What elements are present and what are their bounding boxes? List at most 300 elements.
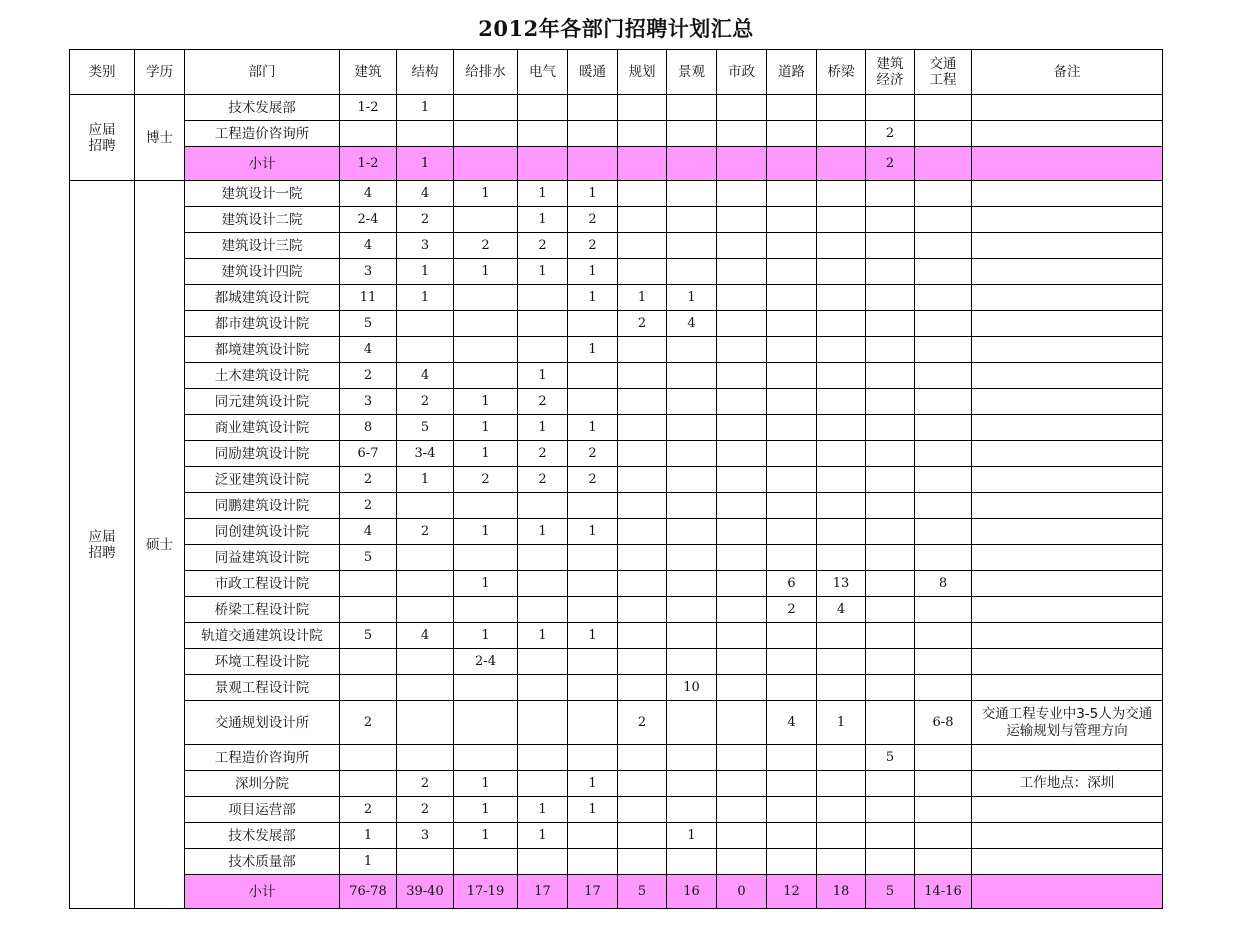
value-cell: 1	[568, 771, 618, 797]
value-cell: 1	[454, 389, 518, 415]
value-cell: 1	[397, 285, 454, 311]
header-major: 桥梁	[817, 50, 866, 95]
value-cell: 1	[454, 823, 518, 849]
value-cell	[667, 745, 717, 771]
value-cell	[767, 337, 817, 363]
table-row	[70, 519, 1163, 545]
subtotal-value-cell	[767, 147, 817, 181]
value-cell: 1	[397, 467, 454, 493]
value-cell	[767, 233, 817, 259]
category-cell: 应届招聘	[70, 181, 135, 909]
subtotal-value-cell: 1-2	[340, 147, 397, 181]
value-cell: 8	[915, 571, 972, 597]
value-cell: 1	[518, 259, 568, 285]
value-cell: 1	[817, 701, 866, 745]
value-cell	[568, 311, 618, 337]
value-cell	[915, 623, 972, 649]
value-cell	[454, 311, 518, 337]
value-cell	[717, 285, 767, 311]
department-cell: 环境工程设计院	[185, 649, 340, 675]
value-cell	[866, 545, 915, 571]
value-cell: 1	[454, 259, 518, 285]
department-cell: 同元建筑设计院	[185, 389, 340, 415]
value-cell	[518, 121, 568, 147]
note-cell	[972, 571, 1163, 597]
value-cell	[915, 181, 972, 207]
value-cell: 2	[340, 701, 397, 745]
value-cell	[717, 745, 767, 771]
value-cell	[717, 623, 767, 649]
value-cell: 2	[340, 493, 397, 519]
note-cell: 交通工程专业中3-5人为交通运输规划与管理方向	[972, 701, 1163, 745]
table-row	[70, 233, 1163, 259]
value-cell	[817, 823, 866, 849]
value-cell: 1	[454, 623, 518, 649]
note-cell	[972, 441, 1163, 467]
note-cell	[972, 285, 1163, 311]
value-cell: 2	[518, 441, 568, 467]
value-cell: 1	[568, 285, 618, 311]
value-cell	[717, 467, 767, 493]
value-cell	[397, 121, 454, 147]
value-cell	[915, 259, 972, 285]
table-row	[70, 649, 1163, 675]
value-cell	[915, 467, 972, 493]
value-cell	[568, 701, 618, 745]
department-cell: 桥梁工程设计院	[185, 597, 340, 623]
value-cell	[397, 545, 454, 571]
value-cell	[568, 389, 618, 415]
value-cell	[454, 95, 518, 121]
value-cell: 1	[568, 797, 618, 823]
subtotal-row	[70, 875, 1163, 909]
value-cell	[915, 797, 972, 823]
value-cell: 1	[568, 623, 618, 649]
table-row	[70, 675, 1163, 701]
header-major: 给排水	[454, 50, 518, 95]
value-cell: 2	[618, 311, 667, 337]
value-cell: 1	[518, 623, 568, 649]
note-cell	[972, 363, 1163, 389]
value-cell: 4	[767, 701, 817, 745]
value-cell	[915, 649, 972, 675]
value-cell	[817, 415, 866, 441]
subtotal-value-cell: 76-78	[340, 875, 397, 909]
value-cell	[767, 311, 817, 337]
value-cell	[667, 259, 717, 285]
table-row	[70, 701, 1163, 745]
category-cell: 应届招聘	[70, 95, 135, 181]
value-cell	[717, 771, 767, 797]
value-cell	[717, 363, 767, 389]
value-cell	[817, 121, 866, 147]
value-cell	[817, 493, 866, 519]
value-cell	[618, 623, 667, 649]
header-major: 市政	[717, 50, 767, 95]
value-cell	[454, 675, 518, 701]
value-cell	[397, 597, 454, 623]
note-cell	[972, 121, 1163, 147]
header-major: 暖通	[568, 50, 618, 95]
value-cell	[866, 259, 915, 285]
value-cell	[568, 121, 618, 147]
value-cell: 10	[667, 675, 717, 701]
value-cell	[618, 597, 667, 623]
value-cell	[866, 597, 915, 623]
value-cell	[767, 121, 817, 147]
value-cell: 2	[568, 233, 618, 259]
table-row	[70, 415, 1163, 441]
value-cell	[817, 675, 866, 701]
recruitment-table	[69, 49, 1163, 909]
value-cell	[915, 745, 972, 771]
note-cell	[972, 649, 1163, 675]
value-cell	[817, 337, 866, 363]
value-cell: 1	[568, 519, 618, 545]
value-cell	[568, 675, 618, 701]
table-row	[70, 493, 1163, 519]
value-cell: 1	[667, 823, 717, 849]
value-cell	[817, 467, 866, 493]
table-row	[70, 745, 1163, 771]
value-cell	[817, 311, 866, 337]
note-cell	[972, 597, 1163, 623]
value-cell	[667, 493, 717, 519]
note-cell	[972, 745, 1163, 771]
value-cell	[767, 745, 817, 771]
value-cell	[667, 233, 717, 259]
header-major: 景观	[667, 50, 717, 95]
value-cell	[667, 771, 717, 797]
subtotal-value-cell	[817, 147, 866, 181]
value-cell	[454, 849, 518, 875]
value-cell: 2	[397, 207, 454, 233]
subtotal-value-cell: 18	[817, 875, 866, 909]
value-cell	[866, 849, 915, 875]
value-cell	[866, 701, 915, 745]
value-cell	[915, 849, 972, 875]
header-note: 备注	[972, 50, 1163, 95]
value-cell: 11	[340, 285, 397, 311]
value-cell	[397, 649, 454, 675]
value-cell	[767, 545, 817, 571]
value-cell: 5	[866, 745, 915, 771]
value-cell	[667, 181, 717, 207]
value-cell	[397, 849, 454, 875]
value-cell	[717, 441, 767, 467]
subtotal-value-cell	[915, 147, 972, 181]
value-cell	[667, 701, 717, 745]
value-cell: 2	[866, 121, 915, 147]
value-cell: 2-4	[454, 649, 518, 675]
value-cell	[568, 571, 618, 597]
value-cell	[667, 545, 717, 571]
value-cell: 3-4	[397, 441, 454, 467]
value-cell	[518, 571, 568, 597]
value-cell: 2	[518, 233, 568, 259]
value-cell	[454, 545, 518, 571]
department-cell: 都市建筑设计院	[185, 311, 340, 337]
value-cell	[518, 649, 568, 675]
subtotal-note-cell	[972, 147, 1163, 181]
value-cell	[915, 415, 972, 441]
note-cell	[972, 337, 1163, 363]
value-cell	[817, 389, 866, 415]
value-cell	[866, 823, 915, 849]
header-education: 学历	[135, 50, 185, 95]
value-cell: 6-7	[340, 441, 397, 467]
value-cell	[618, 259, 667, 285]
value-cell	[817, 181, 866, 207]
value-cell	[915, 311, 972, 337]
value-cell	[568, 363, 618, 389]
table-row	[70, 363, 1163, 389]
note-cell	[972, 467, 1163, 493]
value-cell: 1	[518, 207, 568, 233]
value-cell: 2	[568, 207, 618, 233]
value-cell	[767, 207, 817, 233]
value-cell: 4	[340, 181, 397, 207]
subtotal-value-cell: 16	[667, 875, 717, 909]
subtotal-value-cell: 39-40	[397, 875, 454, 909]
note-cell	[972, 823, 1163, 849]
note-cell	[972, 519, 1163, 545]
value-cell	[767, 415, 817, 441]
value-cell	[618, 675, 667, 701]
value-cell	[568, 745, 618, 771]
value-cell: 1	[518, 797, 568, 823]
value-cell: 3	[340, 389, 397, 415]
value-cell	[817, 363, 866, 389]
note-cell	[972, 95, 1163, 121]
value-cell: 4	[667, 311, 717, 337]
note-cell	[972, 233, 1163, 259]
value-cell	[618, 519, 667, 545]
education-cell: 硕士	[135, 181, 185, 909]
department-cell: 同鹏建筑设计院	[185, 493, 340, 519]
department-cell: 技术质量部	[185, 849, 340, 875]
value-cell	[915, 121, 972, 147]
value-cell	[717, 797, 767, 823]
value-cell	[866, 771, 915, 797]
department-cell: 工程造价咨询所	[185, 121, 340, 147]
value-cell	[340, 675, 397, 701]
value-cell	[866, 233, 915, 259]
subtotal-note-cell	[972, 875, 1163, 909]
subtotal-label: 小计	[185, 875, 340, 909]
value-cell	[915, 545, 972, 571]
value-cell	[717, 649, 767, 675]
value-cell	[667, 597, 717, 623]
value-cell: 3	[397, 823, 454, 849]
header-major: 交通工程	[915, 50, 972, 95]
value-cell	[767, 649, 817, 675]
subtotal-label: 小计	[185, 147, 340, 181]
value-cell	[817, 259, 866, 285]
value-cell	[667, 337, 717, 363]
value-cell	[717, 181, 767, 207]
value-cell	[618, 745, 667, 771]
value-cell	[518, 337, 568, 363]
value-cell	[717, 849, 767, 875]
value-cell	[618, 415, 667, 441]
value-cell	[767, 95, 817, 121]
value-cell	[817, 207, 866, 233]
value-cell	[717, 233, 767, 259]
value-cell	[568, 649, 618, 675]
value-cell	[667, 849, 717, 875]
value-cell	[866, 311, 915, 337]
value-cell	[618, 493, 667, 519]
header-major: 规划	[618, 50, 667, 95]
value-cell	[866, 467, 915, 493]
value-cell	[915, 441, 972, 467]
department-cell: 建筑设计一院	[185, 181, 340, 207]
value-cell: 5	[397, 415, 454, 441]
note-cell	[972, 389, 1163, 415]
value-cell	[817, 519, 866, 545]
note-cell	[972, 797, 1163, 823]
department-cell: 技术发展部	[185, 823, 340, 849]
value-cell: 2	[518, 389, 568, 415]
value-cell: 2	[340, 797, 397, 823]
value-cell	[454, 207, 518, 233]
value-cell	[817, 745, 866, 771]
department-cell: 轨道交通建筑设计院	[185, 623, 340, 649]
table-row	[70, 337, 1163, 363]
department-cell: 同创建筑设计院	[185, 519, 340, 545]
value-cell: 6-8	[915, 701, 972, 745]
header-major: 结构	[397, 50, 454, 95]
value-cell	[866, 519, 915, 545]
value-cell	[866, 649, 915, 675]
subtotal-row	[70, 147, 1163, 181]
value-cell: 2	[397, 797, 454, 823]
value-cell	[915, 233, 972, 259]
value-cell	[915, 493, 972, 519]
value-cell	[568, 597, 618, 623]
value-cell	[817, 623, 866, 649]
subtotal-value-cell: 14-16	[915, 875, 972, 909]
value-cell	[717, 121, 767, 147]
value-cell: 1	[667, 285, 717, 311]
subtotal-value-cell: 12	[767, 875, 817, 909]
value-cell	[866, 181, 915, 207]
value-cell	[618, 649, 667, 675]
value-cell	[866, 337, 915, 363]
value-cell: 1	[340, 823, 397, 849]
value-cell: 4	[340, 337, 397, 363]
department-cell: 景观工程设计院	[185, 675, 340, 701]
value-cell: 1	[454, 415, 518, 441]
value-cell	[518, 849, 568, 875]
value-cell	[866, 389, 915, 415]
value-cell	[866, 95, 915, 121]
value-cell: 2	[454, 467, 518, 493]
value-cell	[915, 363, 972, 389]
note-cell	[972, 493, 1163, 519]
value-cell	[518, 745, 568, 771]
value-cell	[518, 493, 568, 519]
value-cell	[767, 363, 817, 389]
value-cell	[618, 181, 667, 207]
value-cell	[618, 545, 667, 571]
value-cell	[340, 597, 397, 623]
note-cell	[972, 207, 1163, 233]
value-cell	[866, 675, 915, 701]
value-cell: 1	[454, 571, 518, 597]
value-cell	[667, 649, 717, 675]
value-cell	[767, 441, 817, 467]
value-cell	[717, 675, 767, 701]
value-cell	[717, 701, 767, 745]
value-cell	[767, 259, 817, 285]
value-cell: 2	[397, 389, 454, 415]
subtotal-value-cell: 2	[866, 147, 915, 181]
value-cell: 4	[397, 181, 454, 207]
value-cell	[340, 121, 397, 147]
value-cell: 1	[518, 415, 568, 441]
value-cell	[866, 207, 915, 233]
value-cell	[518, 545, 568, 571]
value-cell	[618, 363, 667, 389]
table-row	[70, 389, 1163, 415]
department-cell: 深圳分院	[185, 771, 340, 797]
value-cell	[618, 121, 667, 147]
value-cell: 1	[454, 519, 518, 545]
value-cell: 2	[397, 519, 454, 545]
value-cell	[667, 623, 717, 649]
subtotal-value-cell	[454, 147, 518, 181]
table-row	[70, 311, 1163, 337]
value-cell	[817, 233, 866, 259]
value-cell	[454, 285, 518, 311]
header-major: 电气	[518, 50, 568, 95]
value-cell: 1	[568, 181, 618, 207]
value-cell	[454, 337, 518, 363]
value-cell: 2	[618, 701, 667, 745]
value-cell	[618, 441, 667, 467]
note-cell	[972, 311, 1163, 337]
header-category: 类别	[70, 50, 135, 95]
value-cell: 1	[518, 181, 568, 207]
department-cell: 泛亚建筑设计院	[185, 467, 340, 493]
table-row	[70, 95, 1163, 121]
value-cell	[518, 675, 568, 701]
subtotal-value-cell: 5	[866, 875, 915, 909]
value-cell	[618, 95, 667, 121]
value-cell	[767, 771, 817, 797]
table-row	[70, 797, 1163, 823]
value-cell: 1	[397, 95, 454, 121]
value-cell	[915, 519, 972, 545]
value-cell	[817, 95, 866, 121]
value-cell	[667, 797, 717, 823]
value-cell	[518, 701, 568, 745]
value-cell: 2	[454, 233, 518, 259]
value-cell	[454, 363, 518, 389]
value-cell: 5	[340, 311, 397, 337]
value-cell	[767, 675, 817, 701]
value-cell: 1	[568, 415, 618, 441]
value-cell	[817, 849, 866, 875]
value-cell	[454, 121, 518, 147]
table-row	[70, 849, 1163, 875]
value-cell	[397, 493, 454, 519]
value-cell: 5	[340, 545, 397, 571]
table-row	[70, 121, 1163, 147]
subtotal-value-cell	[618, 147, 667, 181]
